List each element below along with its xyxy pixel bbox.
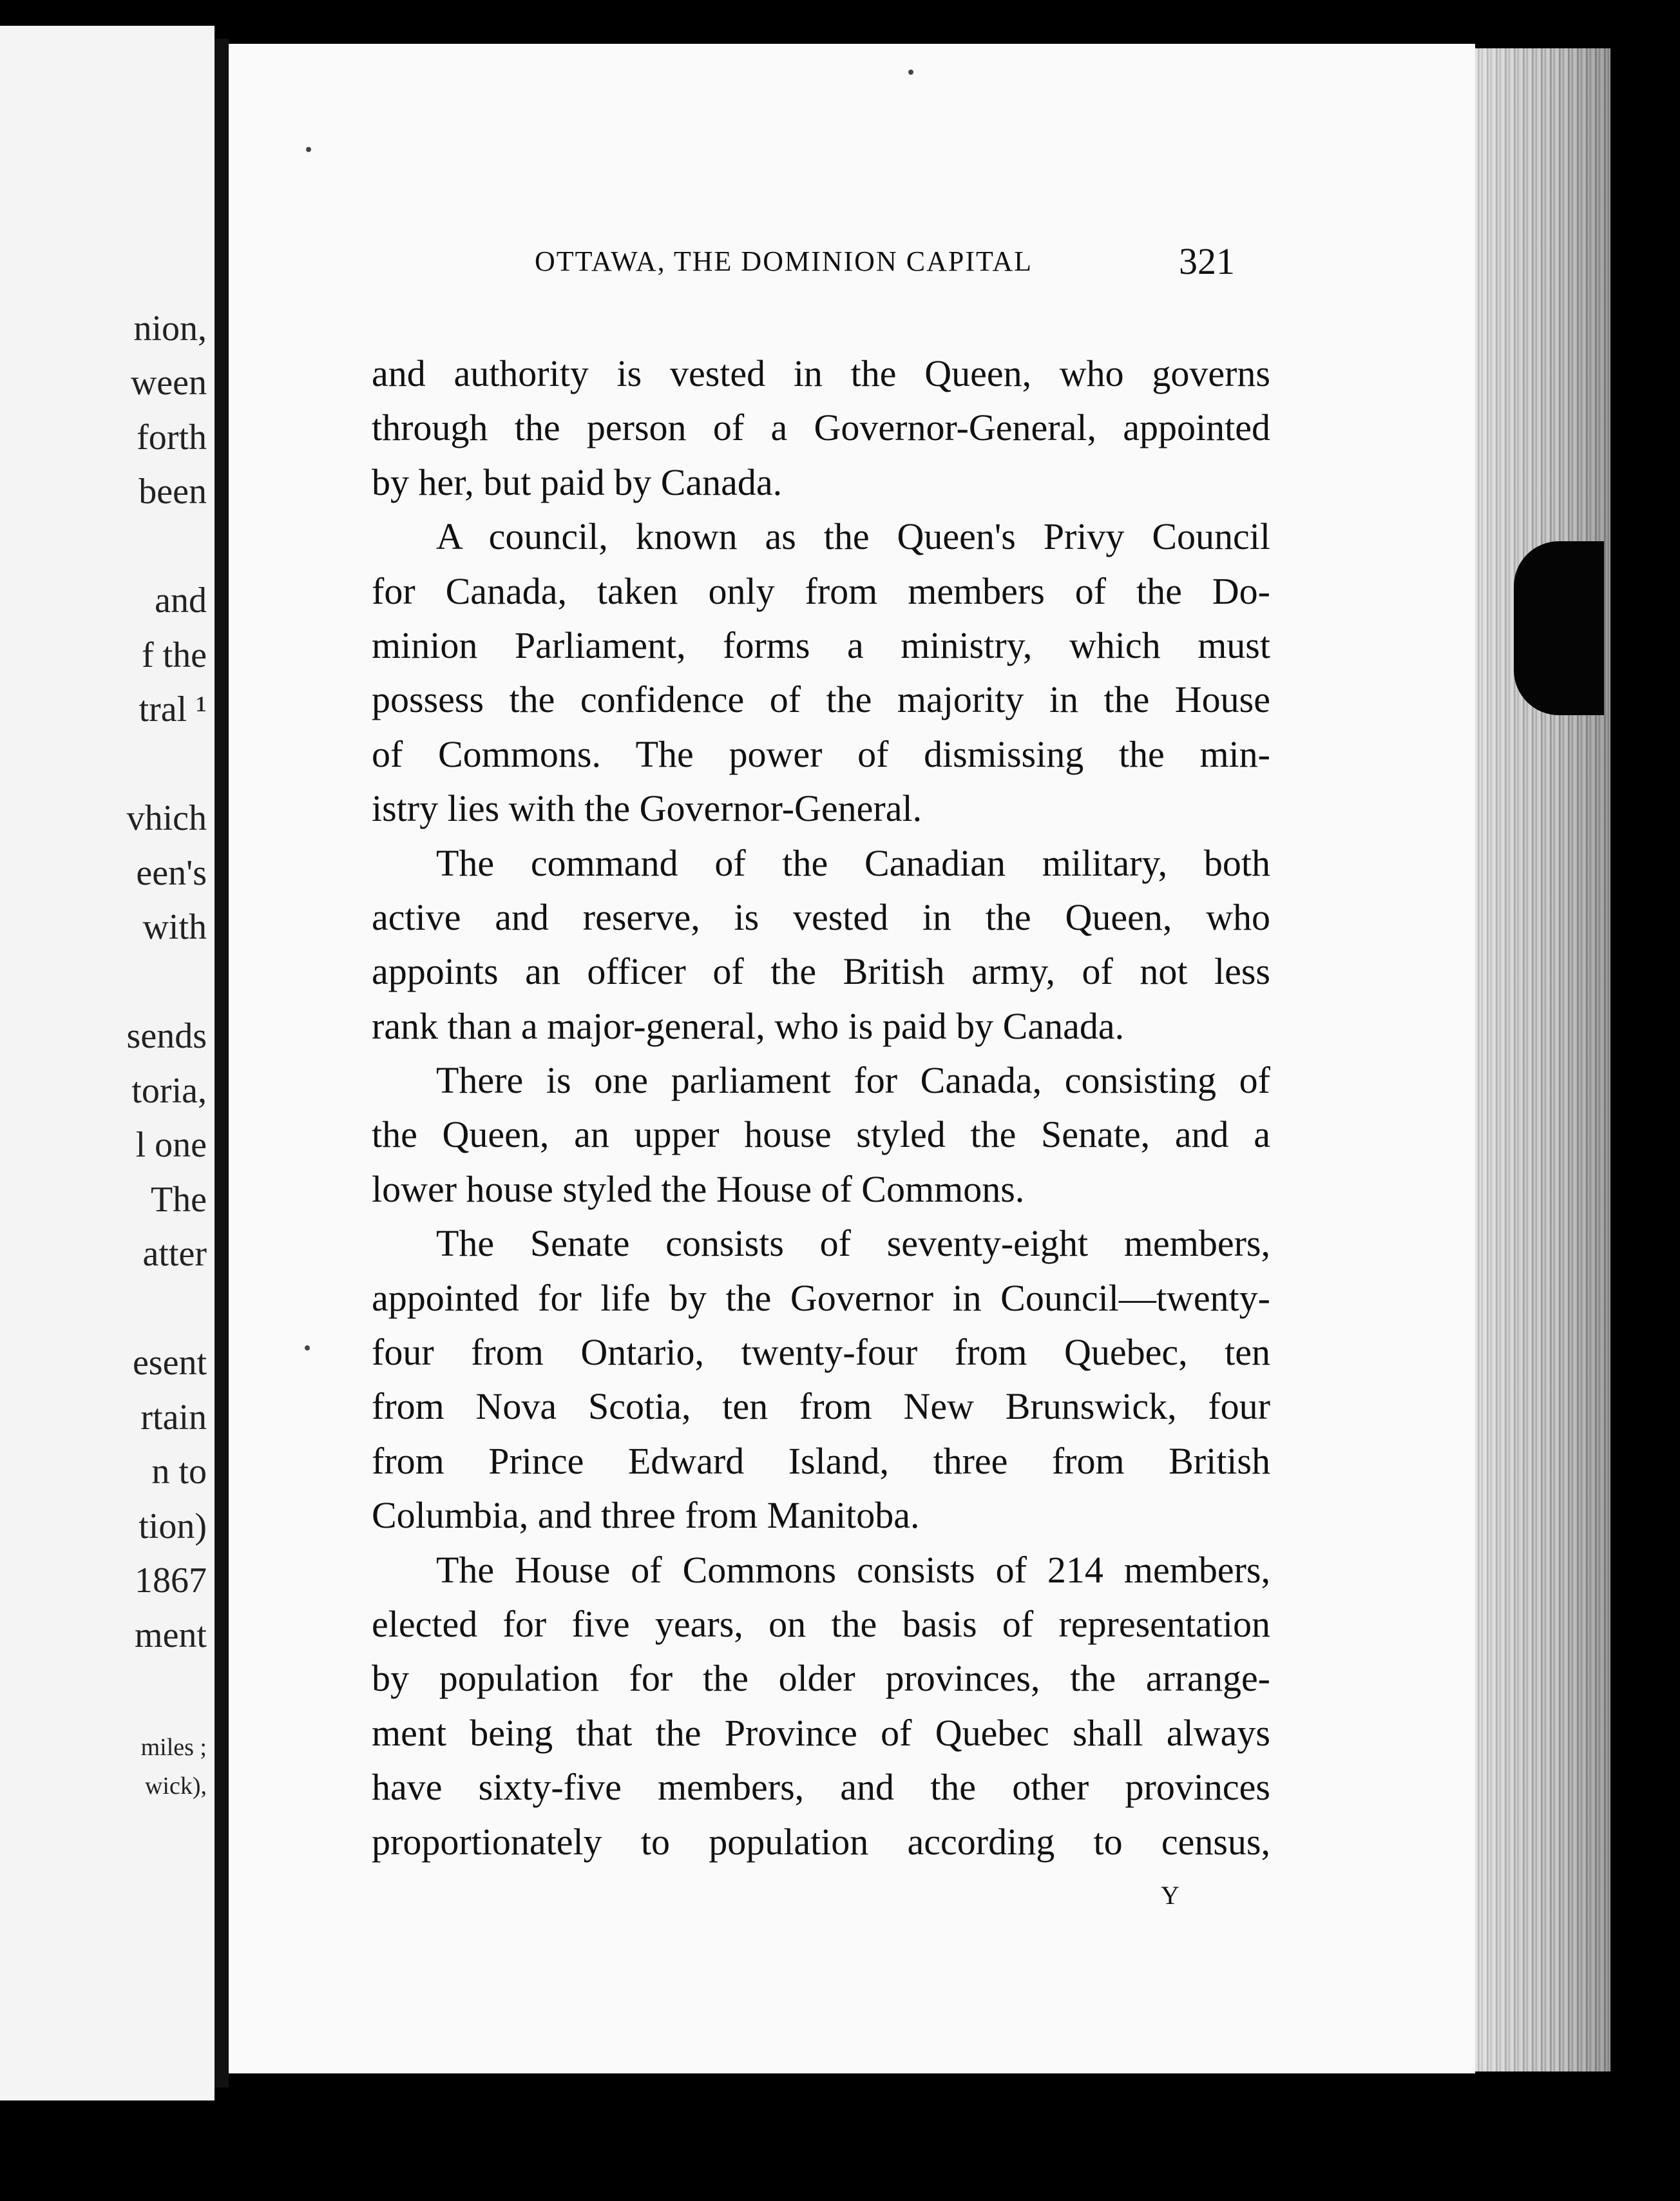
text-line: of Commons. The power of dismissing the min- [372, 733, 1270, 775]
text-line: active and reserve, is vested in the Queen, who [372, 896, 1270, 938]
facing-page-fragment: l one [135, 1125, 207, 1165]
text-line: istry lies with the Governor-General. [372, 787, 922, 830]
text-line: have sixty-five members, and the other provinces [372, 1766, 1270, 1809]
text-line: the Queen, an upper house styled the Senate, and a [372, 1113, 1270, 1156]
page-number: 321 [1179, 240, 1235, 282]
facing-page-fragment: een's [136, 853, 207, 893]
facing-page-fragment: atter [142, 1234, 207, 1274]
text-line: through the person of a Governor-General, appointed [372, 407, 1270, 449]
text-line: proportionately to population according to census, [372, 1820, 1270, 1863]
text-line: elected for five years, on the basis of representation [372, 1602, 1270, 1645]
page-edges [1475, 48, 1610, 2071]
dust-speck [908, 70, 913, 75]
text-line: and authority is vested in the Queen, who governs [372, 352, 1270, 394]
text-line: appoints an officer of the British army, of not less [372, 950, 1270, 993]
facing-page-fragment: tion) [138, 1506, 207, 1546]
facing-page-footnote: wick), [144, 1773, 207, 1800]
facing-page-fragment: sends [126, 1016, 207, 1056]
facing-page-fragment: rtain [140, 1398, 207, 1437]
facing-page-fragment: and [155, 581, 207, 620]
text-line: A council, known as the Queen's Privy Council [436, 515, 1270, 558]
text-line: The House of Commons consists of 214 members, [436, 1548, 1270, 1591]
dust-speck [306, 147, 311, 152]
facing-page-fragment: been [138, 472, 207, 512]
text-line: There is one parliament for Canada, consisting of [436, 1059, 1270, 1102]
facing-page-fragment: nion, [133, 309, 207, 349]
running-head [229, 240, 1475, 290]
text-line: rank than a major-general, who is paid by Canada. [372, 1004, 1125, 1047]
facing-page-fragment: toria, [131, 1071, 207, 1111]
text-line: The command of the Canadian military, both [436, 841, 1270, 884]
text-line: appointed for life by the Governor in Council—twenty- [372, 1276, 1270, 1319]
facing-page-fragment: esent [132, 1343, 207, 1383]
book-gutter [215, 39, 229, 2088]
facing-page-fragment: n to [151, 1452, 207, 1492]
text-line: minion Parliament, forms a ministry, which must [372, 624, 1270, 666]
facing-page-fragment: with [142, 907, 207, 947]
facing-page-footnote: miles ; [140, 1734, 207, 1761]
body-text [372, 347, 1270, 1869]
text-line: possess the confidence of the majority in the House [372, 678, 1270, 721]
facing-page-fragment: tral ¹ [138, 689, 207, 729]
facing-page-fragment: The [150, 1180, 207, 1220]
dust-speck [305, 1345, 310, 1350]
running-head-title: OTTAWA, THE DOMINION CAPITAL [535, 245, 1033, 277]
text-line: by population for the older provinces, the arrange- [372, 1657, 1270, 1700]
text-line: The Senate consists of seventy-eight members, [436, 1222, 1270, 1265]
text-line: lower house styled the House of Commons. [372, 1168, 1025, 1210]
page [229, 44, 1475, 2073]
signature-mark: Y [1161, 1881, 1179, 1910]
text-line: Columbia, and three from Manitoba. [372, 1494, 920, 1537]
facing-page-fragment: f the [141, 635, 207, 675]
text-line: from Prince Edward Island, three from British [372, 1439, 1270, 1482]
text-line: from Nova Scotia, ten from New Brunswick, four [372, 1385, 1270, 1428]
facing-page-fragment: vhich [126, 798, 207, 838]
text-line: ment being that the Province of Quebec shall always [372, 1711, 1270, 1754]
thumb-shadow [1514, 541, 1604, 715]
text-line: by her, but paid by Canada. [372, 461, 783, 503]
facing-page-fragment: forth [137, 418, 207, 457]
facing-page-fragment: 1867 [135, 1561, 207, 1600]
facing-page-fragment: ween [130, 363, 207, 403]
text-line: four from Ontario, twenty-four from Quebec, ten [372, 1331, 1270, 1374]
facing-page-fragment: ment [135, 1615, 207, 1655]
facing-page [0, 26, 215, 2100]
text-line: for Canada, taken only from members of the Do- [372, 570, 1270, 612]
